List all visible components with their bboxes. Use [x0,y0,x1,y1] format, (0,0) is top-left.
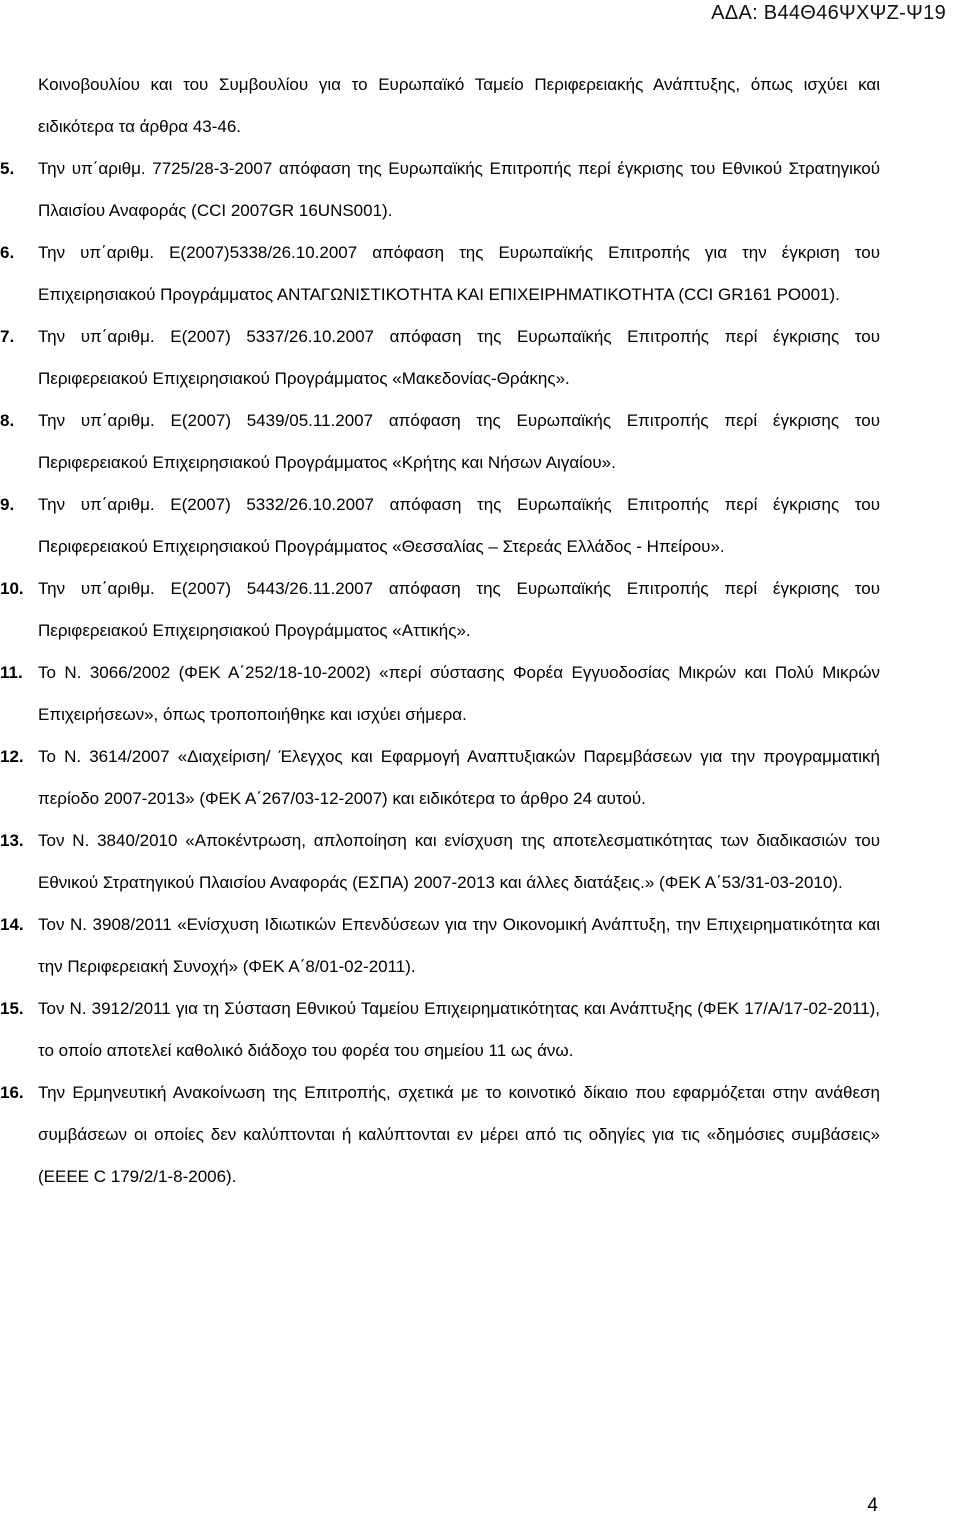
list-item [0,652,880,736]
list-item-text: Το Ν. 3066/2002 (ΦΕΚ Α΄252/18-10-2002) «περί σύστασης Φορέα Εγγυοδοσίας Μικρών και Πολύ Μικρών Επιχειρήσεων», όπως τροποποιήθηκε και ισχύει σήμερα. [38,663,880,724]
list-item [0,1072,880,1198]
list-item [0,400,880,484]
list-item [0,316,880,400]
list-item-number: 14. [0,915,24,934]
list-item-text: Την υπ΄αριθμ. Ε(2007) 5443/26.11.2007 απόφαση της Ευρωπαϊκής Επιτροπής περί έγκρισης του Περιφερειακού Επιχειρησιακού Προγράμματος «Αττικής». [38,579,880,640]
page-number: 4 [867,1495,878,1516]
list-item-number: 9. [0,495,15,514]
document-body [0,68,880,1198]
list-item-number: 6. [0,243,15,262]
list-item-text: Την υπ΄αριθμ. Ε(2007) 5439/05.11.2007 απόφαση της Ευρωπαϊκής Επιτροπής περί έγκρισης του Περιφερειακού Επιχειρησιακού Προγράμματος «Κρήτης και Νήσων Αιγαίου». [38,411,880,472]
list-item-text: Το Ν. 3614/2007 «Διαχείριση/ Έλεγχος και Εφαρμογή Αναπτυξιακών Παρεμβάσεων για την προγραμματική περίοδο 2007-2013» (ΦΕΚ Α΄267/03-12-2007) και ειδικότερα το άρθρο 24 αυτού. [38,747,880,808]
list-item-text: Την Ερμηνευτική Ανακοίνωση της Επιτροπής, σχετικά με το κοινοτικό δίκαιο που εφαρμόζεται στην ανάθεση συμβάσεων οι οποίες δεν καλύπτονται ή καλύπτονται εν μέρει από τις οδηγίες για τις «δημόσιες συμβάσεις» (ΕΕΕΕ C 179/2/1-8-2006). [38,1083,880,1186]
list-item-number: 15. [0,999,24,1018]
list-item [0,232,880,316]
list-item [0,988,880,1072]
intro-paragraph: Κοινοβουλίου και του Συμβουλίου για το Ευρωπαϊκό Ταμείο Περιφερειακής Ανάπτυξης, όπως ισχύει και ειδικότερα τα άρθρα 43-46. [38,75,880,136]
list-item-text: Τον Ν. 3908/2011 «Ενίσχυση Ιδιωτικών Επενδύσεων για την Οικονομική Ανάπτυξη, την Επιχειρηματικότητα και την Περιφερειακή Συνοχή» (ΦΕΚ Α΄8/01-02-2011). [38,915,880,976]
ada-header: ΑΔΑ: Β44Θ46ΨΧΨΖ-Ψ19 [711,2,946,24]
list-item-text: Τον Ν. 3912/2011 για τη Σύσταση Εθνικού Ταμείου Επιχειρηματικότητας και Ανάπτυξης (ΦΕΚ 17/Α/17-02-2011), το οποίο αποτελεί καθολικό διάδοχο του φορέα του σημείου 11 ως άνω. [38,999,880,1060]
list-item-number: 10. [0,579,24,598]
list-item-number: 8. [0,411,15,430]
list-item-number: 11. [0,663,23,682]
list-item-text: Την υπ΄αριθμ. Ε(2007) 5337/26.10.2007 απόφαση της Ευρωπαϊκής Επιτροπής περί έγκρισης του Περιφερειακού Επιχειρησιακού Προγράμματος «Μακεδονίας-Θράκης». [38,327,880,388]
list-item [0,820,880,904]
list-item-number: 13. [0,831,24,850]
list-item-text: Την υπ΄αριθμ. Ε(2007)5338/26.10.2007 απόφαση της Ευρωπαϊκής Επιτροπής για την έγκριση του Επιχειρησιακού Προγράμματος ΑΝΤΑΓΩΝΙΣΤΙΚΟΤΗΤΑ ΚΑΙ ΕΠΙΧΕΙΡΗΜΑΤΙΚΟΤΗΤΑ (CCI GR161 PO001). [38,243,880,304]
list-item [0,904,880,988]
list-item [0,568,880,652]
list-item-number: 5. [0,159,15,178]
list-item [0,736,880,820]
list-item [0,148,880,232]
list-item-number: 7. [0,327,15,346]
list-item-number: 16. [0,1083,24,1102]
list-item-text: Την υπ΄αριθμ. Ε(2007) 5332/26.10.2007 απόφαση της Ευρωπαϊκής Επιτροπής περί έγκρισης του Περιφερειακού Επιχειρησιακού Προγράμματος «Θεσσαλίας – Στερεάς Ελλάδος - Ηπείρου». [38,495,880,556]
list-item [0,484,880,568]
numbered-list [0,148,880,1198]
list-item-number: 12. [0,747,24,766]
list-item-text: Τον Ν. 3840/2010 «Αποκέντρωση, απλοποίηση και ενίσχυση της αποτελεσματικότητας των διαδικασιών του Εθνικού Στρατηγικού Πλαισίου Αναφοράς (ΕΣΠΑ) 2007-2013 και άλλες διατάξεις.» (ΦΕΚ Α΄53/31-03-2010). [38,831,880,892]
list-item-text: Την υπ΄αριθμ. 7725/28-3-2007 απόφαση της Ευρωπαϊκής Επιτροπής περί έγκρισης του Εθνικού Στρατηγικού Πλαισίου Αναφοράς (CCI 2007GR 16UNS001). [38,159,880,220]
